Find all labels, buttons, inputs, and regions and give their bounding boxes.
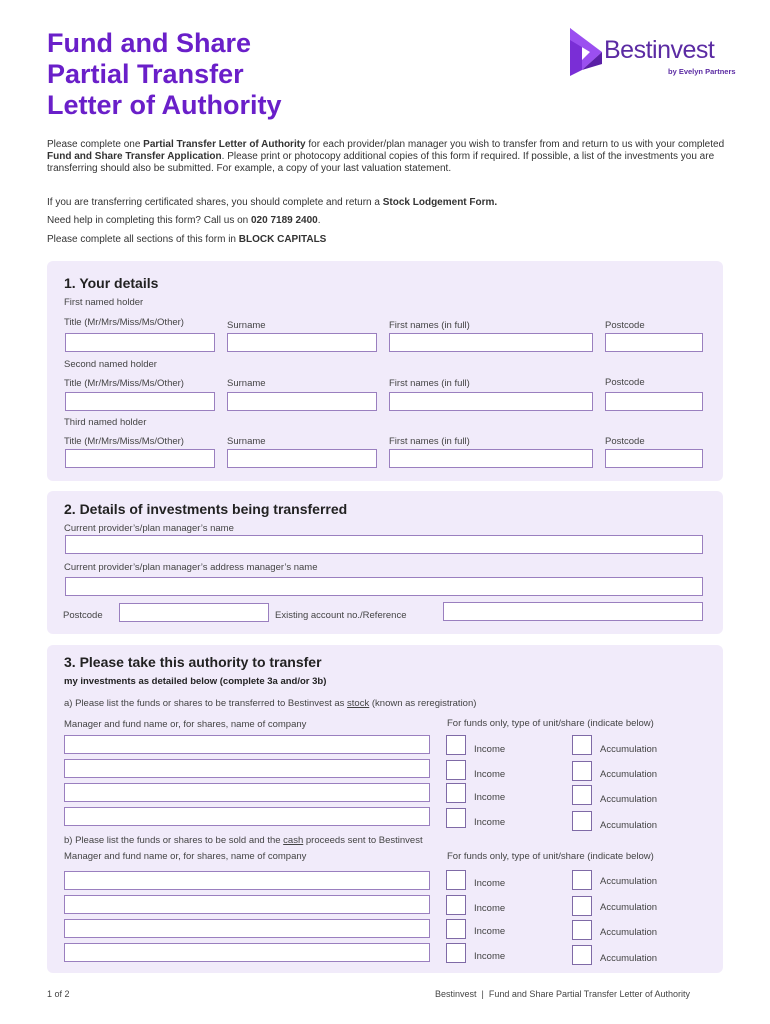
- part-a-fund-field[interactable]: [64, 735, 430, 754]
- part-a-text-end: (known as reregistration): [369, 698, 477, 709]
- first-names-label: First names (in full): [389, 320, 470, 331]
- section-title: 3. Please take this authority to transfer: [64, 654, 322, 670]
- accumulation-label: Accumulation: [600, 794, 658, 805]
- intro-paragraph: [47, 139, 727, 175]
- title-line: Partial Transfer: [47, 59, 244, 89]
- part-a-fund-field[interactable]: [64, 783, 430, 802]
- holder2-title-field[interactable]: [65, 392, 215, 411]
- holder3-postcode-field[interactable]: [605, 449, 703, 468]
- accumulation-label: Accumulation: [600, 953, 658, 964]
- holder1-title-field[interactable]: [65, 333, 215, 352]
- holder1-first-names-field[interactable]: [389, 333, 593, 352]
- part-a-text-start: a) Please list the funds or shares to be transferred to Bestinvest as: [64, 698, 348, 709]
- logo-wordmark: Bestinvest: [604, 36, 715, 64]
- holder3-first-names-field[interactable]: [389, 449, 593, 468]
- section-title: 2. Details of investments being transferred: [64, 501, 348, 517]
- title-line: Fund and Share: [47, 28, 252, 58]
- part-b-text-end: proceeds sent to Bestinvest: [303, 835, 423, 846]
- part-b-underlined: cash: [283, 835, 304, 846]
- provider-name-field[interactable]: [65, 535, 703, 554]
- capitals-note: [47, 234, 727, 246]
- certificated-note: [47, 197, 727, 209]
- intro-bold: Fund and Share Transfer Application: [47, 151, 222, 162]
- accumulation-label: Accumulation: [600, 744, 658, 755]
- intro-text: for each provider/plan manager you wish to transfer from and return to us with your completed: [305, 139, 725, 150]
- surname-label: Surname: [227, 320, 266, 331]
- account-reference-field[interactable]: [443, 602, 703, 621]
- provider-postcode-field[interactable]: [119, 603, 269, 622]
- part-b-text-start: b) Please list the funds or shares to be sold and the: [64, 835, 284, 846]
- title-label: Title (Mr/Mrs/Miss/Ms/Other): [64, 317, 184, 328]
- part-a-income-checkbox[interactable]: [446, 783, 466, 803]
- intro-text: Need help in completing this form? Call us on: [47, 215, 251, 226]
- intro-text: . Please print or photocopy additional copies of this form if required. If possible, a list of the investments you are transferring should also be submitted. For example, a copy of your last valuation statement.: [47, 151, 715, 174]
- holder-label: First named holder: [64, 297, 144, 308]
- income-label: Income: [474, 951, 506, 962]
- intro-bold: BLOCK CAPITALS: [238, 234, 327, 245]
- part-b-fund-field[interactable]: [64, 919, 430, 938]
- intro-text: If you are transferring certificated shares, you should complete and return a: [47, 197, 383, 208]
- surname-label: Surname: [227, 436, 266, 447]
- accumulation-label: Accumulation: [600, 769, 658, 780]
- part-a-underlined: stock: [347, 698, 370, 709]
- income-label: Income: [474, 903, 506, 914]
- address-label: Current provider’s/plan manager’s address manager’s name: [64, 562, 318, 573]
- provider-label: Current provider’s/plan manager’s name: [64, 523, 234, 534]
- part-b-income-checkbox[interactable]: [446, 870, 466, 890]
- income-label: Income: [474, 817, 506, 828]
- holder2-surname-field[interactable]: [227, 392, 377, 411]
- part-b-accumulation-checkbox[interactable]: [572, 896, 592, 916]
- intro-text: .: [317, 215, 321, 226]
- footer-brand: Bestinvest: [435, 989, 477, 999]
- intro-text: Please complete one: [47, 139, 144, 150]
- title-line: Letter of Authority: [47, 90, 282, 120]
- footer-text: [435, 989, 690, 999]
- page-number: 1 of 2: [47, 989, 70, 999]
- surname-label: Surname: [227, 378, 266, 389]
- part-b-accumulation-checkbox[interactable]: [572, 945, 592, 965]
- phone-number: 020 7189 2400: [251, 215, 318, 226]
- part-a-accumulation-checkbox[interactable]: [572, 811, 592, 831]
- part-b-fund-field[interactable]: [64, 943, 430, 962]
- accumulation-label: Accumulation: [600, 876, 658, 887]
- title-label: Title (Mr/Mrs/Miss/Ms/Other): [64, 378, 184, 389]
- footer-doc-name: Fund and Share Partial Transfer Letter of Authority: [488, 989, 691, 999]
- intro-text: Please complete all sections of this form in: [47, 234, 239, 245]
- footer-separator: |: [481, 989, 484, 999]
- section-investment-details: [47, 491, 723, 634]
- holder1-surname-field[interactable]: [227, 333, 377, 352]
- part-b-income-checkbox[interactable]: [446, 895, 466, 915]
- part-b-text: [64, 835, 423, 846]
- part-b-income-checkbox[interactable]: [446, 943, 466, 963]
- title-label: Title (Mr/Mrs/Miss/Ms/Other): [64, 436, 184, 447]
- income-label: Income: [474, 878, 506, 889]
- accumulation-label: Accumulation: [600, 820, 658, 831]
- part-a-income-checkbox[interactable]: [446, 760, 466, 780]
- income-label: Income: [474, 926, 506, 937]
- first-names-label: First names (in full): [389, 436, 470, 447]
- manager-label: Manager and fund name or, for shares, name of company: [64, 851, 307, 862]
- postcode-label: Postcode: [605, 436, 645, 447]
- holder2-postcode-field[interactable]: [605, 392, 703, 411]
- part-a-accumulation-checkbox[interactable]: [572, 761, 592, 781]
- postcode-label: Postcode: [605, 377, 645, 388]
- page-title: [47, 28, 467, 121]
- help-note: [47, 215, 727, 227]
- income-label: Income: [474, 744, 506, 755]
- intro-bold: Stock Lodgement Form.: [382, 197, 498, 208]
- holder-label: Second named holder: [64, 359, 157, 370]
- part-b-fund-field[interactable]: [64, 895, 430, 914]
- part-a-accumulation-checkbox[interactable]: [572, 735, 592, 755]
- part-a-text: [64, 698, 476, 709]
- holder3-surname-field[interactable]: [227, 449, 377, 468]
- type-label: For funds only, type of unit/share (indicate below): [447, 851, 654, 862]
- accumulation-label: Accumulation: [600, 927, 658, 938]
- section-subtitle: my investments as detailed below (complete 3a and/or 3b): [64, 676, 327, 687]
- provider-address-field[interactable]: [65, 577, 703, 596]
- postcode-label: Postcode: [63, 610, 103, 621]
- postcode-label: Postcode: [605, 320, 645, 331]
- manager-label: Manager and fund name or, for shares, name of company: [64, 719, 307, 730]
- holder2-first-names-field[interactable]: [389, 392, 593, 411]
- holder-label: Third named holder: [64, 417, 147, 428]
- part-b-fund-field[interactable]: [64, 871, 430, 890]
- income-label: Income: [474, 792, 506, 803]
- holder1-postcode-field[interactable]: [605, 333, 703, 352]
- section-title: 1. Your details: [64, 275, 159, 291]
- part-a-accumulation-checkbox[interactable]: [572, 785, 592, 805]
- holder3-title-field[interactable]: [65, 449, 215, 468]
- income-label: Income: [474, 769, 506, 780]
- account-label: Existing account no./Reference: [275, 610, 407, 621]
- accumulation-label: Accumulation: [600, 902, 658, 913]
- part-b-accumulation-checkbox[interactable]: [572, 920, 592, 940]
- part-a-fund-field[interactable]: [64, 759, 430, 778]
- intro-bold: Partial Transfer Letter of Authority: [143, 139, 306, 150]
- part-a-fund-field[interactable]: [64, 807, 430, 826]
- first-names-label: First names (in full): [389, 378, 470, 389]
- section-your-details: [47, 261, 723, 481]
- section-authority: [47, 645, 723, 973]
- part-b-accumulation-checkbox[interactable]: [572, 870, 592, 890]
- logo-tagline: by Evelyn Partners: [668, 67, 736, 76]
- part-a-income-checkbox[interactable]: [446, 735, 466, 755]
- part-a-income-checkbox[interactable]: [446, 808, 466, 828]
- part-b-income-checkbox[interactable]: [446, 919, 466, 939]
- type-label: For funds only, type of unit/share (indicate below): [447, 718, 654, 729]
